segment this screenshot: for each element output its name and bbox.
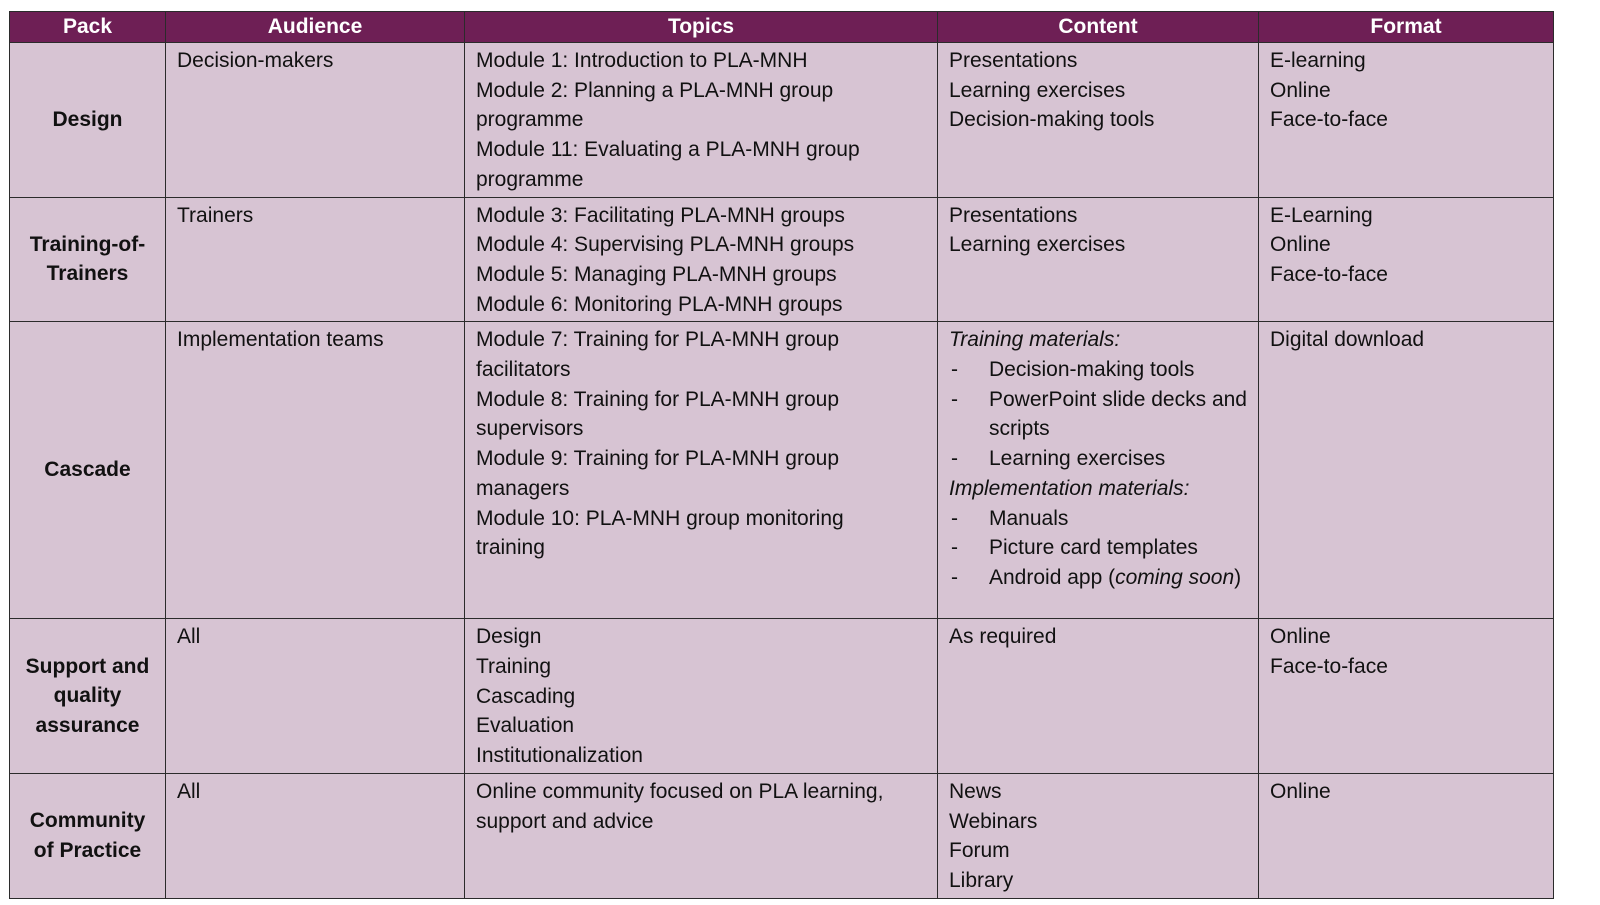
format-cell: [1259, 197, 1554, 322]
topics-cell: [465, 619, 938, 774]
bullet-dash: -: [951, 565, 958, 589]
android-app-suffix: ): [1234, 565, 1242, 589]
bullet-dash: -: [951, 387, 958, 411]
topic-line: support and advice: [476, 809, 654, 833]
format-line: Face-to-face: [1270, 262, 1388, 286]
format-line: Digital download: [1270, 328, 1425, 352]
pack-name: quality: [53, 684, 122, 708]
topic-line: facilitators: [476, 358, 571, 382]
content-line: Library: [949, 868, 1014, 892]
android-app-coming-soon: coming soon: [1115, 565, 1235, 589]
audience-text: Trainers: [177, 203, 254, 227]
audience-cell: [166, 773, 465, 898]
topic-line: Module 7: Training for PLA-MNH group: [476, 328, 839, 352]
content-line: As required: [949, 625, 1057, 649]
content-cell: [938, 619, 1259, 774]
content-line: Learning exercises: [949, 78, 1126, 102]
pack-name: assurance: [35, 713, 140, 737]
table-row-training-of-trainers: [10, 197, 1554, 322]
table-row-support-quality-assurance: [10, 619, 1554, 774]
bullet-dash: -: [951, 506, 958, 530]
topic-line: Module 2: Planning a PLA-MNH group: [476, 78, 834, 102]
content-line: Forum: [949, 839, 1010, 863]
pack-cell: [10, 619, 166, 774]
topic-line: Module 1: Introduction to PLA-MNH: [476, 49, 808, 72]
topic-line: Module 4: Supervising PLA-MNH groups: [476, 233, 855, 257]
format-cell: [1259, 619, 1554, 774]
format-line: Online: [1270, 78, 1331, 102]
content-line: Presentations: [949, 49, 1078, 72]
list-item: [949, 533, 1248, 563]
topic-line: Module 8: Training for PLA-MNH group: [476, 387, 839, 411]
pack-name: Support and: [25, 654, 150, 678]
topic-line: Module 6: Monitoring PLA-MNH groups: [476, 292, 843, 316]
audience-text: Decision-makers: [177, 49, 334, 72]
format-line: Face-to-face: [1270, 108, 1388, 132]
topic-line: Online community focused on PLA learning,: [476, 779, 884, 803]
format-cell: [1259, 322, 1554, 619]
content-line: Learning exercises: [949, 233, 1126, 257]
pack-name: Community: [29, 809, 146, 833]
format-line: E-learning: [1270, 49, 1366, 72]
header-content: Content: [938, 12, 1259, 43]
header-row: [10, 12, 1554, 43]
topic-line: Module 10: PLA-MNH group monitoring: [476, 506, 844, 530]
list-item: [949, 355, 1248, 385]
topic-line: Evaluation: [476, 714, 575, 738]
list-item: [949, 563, 1248, 593]
bullet-dash: -: [951, 536, 958, 560]
topic-line: Institutionalization: [476, 744, 643, 768]
topic-line: Design: [476, 625, 542, 649]
topic-line: supervisors: [476, 417, 584, 441]
audience-text: Implementation teams: [177, 328, 384, 352]
list-item: [949, 444, 1248, 474]
pack-cell: [10, 197, 166, 322]
list-item: [949, 504, 1248, 534]
header-topics: Topics: [465, 12, 938, 43]
topics-cell: [465, 322, 938, 619]
topics-cell: [465, 773, 938, 898]
android-app-prefix: Android app (: [989, 565, 1116, 589]
audience-cell: [166, 197, 465, 322]
pack-table: [9, 11, 1554, 899]
table-row-cascade: [10, 322, 1554, 619]
pack-name: of Practice: [33, 838, 142, 862]
audience-cell: [166, 322, 465, 619]
topic-line: Module 11: Evaluating a PLA-MNH group: [476, 138, 860, 162]
content-cell: [938, 43, 1259, 198]
content-line: Decision-making tools: [949, 108, 1155, 132]
topics-cell: [465, 43, 938, 198]
format-cell: [1259, 43, 1554, 198]
topics-cell: [465, 197, 938, 322]
topic-line: Module 3: Facilitating PLA-MNH groups: [476, 203, 845, 227]
pack-name: Training-of-: [29, 232, 146, 256]
header-format: Format: [1259, 12, 1554, 43]
topic-line: Module 5: Managing PLA-MNH groups: [476, 262, 837, 286]
pack-cell: [10, 322, 166, 619]
header-audience: Audience: [166, 12, 465, 43]
format-line: Online: [1270, 779, 1331, 803]
audience-cell: [166, 43, 465, 198]
format-line: E-Learning: [1270, 203, 1373, 227]
content-line: Webinars: [949, 809, 1038, 833]
pack-name: Design: [52, 107, 123, 131]
bullet-dash: -: [951, 447, 958, 471]
pack-name: Cascade: [44, 458, 131, 482]
implementation-materials-heading: Implementation materials:: [949, 476, 1190, 500]
format-cell: [1259, 773, 1554, 898]
pack-cell: [10, 43, 166, 198]
audience-cell: [166, 619, 465, 774]
pack-name: Trainers: [46, 262, 129, 286]
header-pack: Pack: [10, 12, 166, 43]
list-item-text: Decision-making tools: [989, 358, 1195, 382]
list-item-text: Learning exercises: [989, 447, 1166, 471]
topic-line: Cascading: [476, 684, 576, 708]
content-cell: [938, 322, 1259, 619]
pack-table-container: [9, 11, 1554, 899]
audience-text: All: [177, 779, 201, 803]
format-line: Face-to-face: [1270, 655, 1388, 679]
content-line: News: [949, 779, 1002, 803]
topic-line: programme: [476, 167, 584, 191]
pack-cell: [10, 773, 166, 898]
table-row-design: [10, 43, 1554, 198]
content-cell: [938, 197, 1259, 322]
table-row-community-of-practice: [10, 773, 1554, 898]
audience-text: All: [177, 625, 201, 649]
training-materials-heading: Training materials:: [949, 328, 1121, 352]
format-line: Online: [1270, 233, 1331, 257]
topic-line: managers: [476, 476, 570, 500]
list-item-text: PowerPoint slide decks and scripts: [989, 387, 1247, 441]
bullet-dash: -: [951, 358, 958, 382]
content-line: Presentations: [949, 203, 1078, 227]
list-item: [949, 385, 1248, 444]
list-item-text: Manuals: [989, 506, 1069, 530]
topic-line: programme: [476, 108, 584, 132]
topic-line: Module 9: Training for PLA-MNH group: [476, 447, 839, 471]
topic-line: training: [476, 536, 545, 560]
format-line: Online: [1270, 625, 1331, 649]
content-cell: [938, 773, 1259, 898]
list-item-text: Picture card templates: [989, 536, 1198, 560]
topic-line: Training: [476, 655, 552, 679]
